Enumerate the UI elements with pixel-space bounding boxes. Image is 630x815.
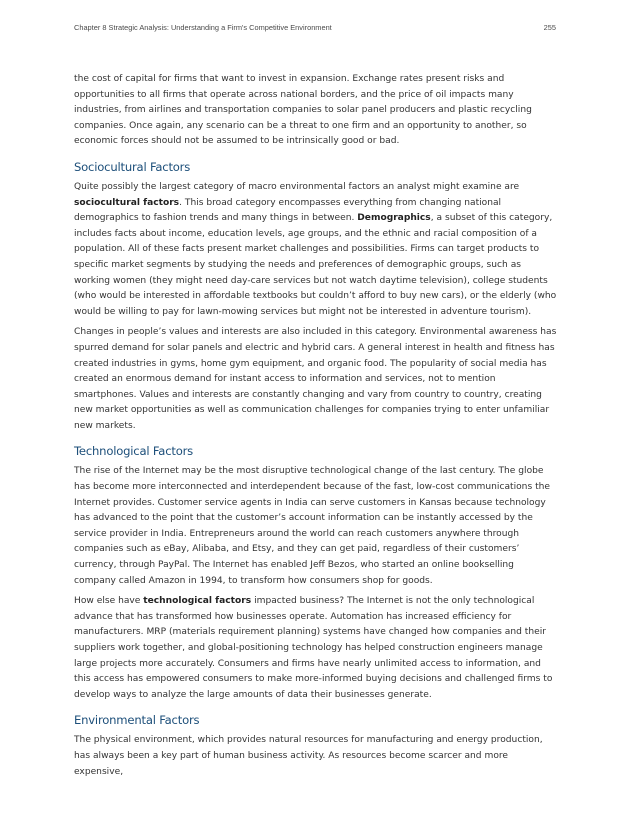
text-run: . This broad category encompasses everything from changing national demographics to fashion trends and many things in between. [74, 197, 502, 224]
running-header [74, 23, 556, 37]
text-run: How else have [74, 596, 144, 607]
key-term-technological-factors: technological factors [143, 596, 252, 607]
text-run: impacted business? The Internet is not the only technological advance that has transformed how businesses operate. Automation has increased efficiency for manufacturers. MRP (materials requirement planning) systems have changed how companies and their suppliers work together, and global-positioning technology has helped construction engineers manage large projects more accurately. Consumers and firms have nearly unlimited access to information, and this access has empowered consumers to make more-informed buying decisions and challenged firms to develop ways to analyze the large amounts of data their businesses generate. [74, 596, 553, 700]
technological-paragraph-2 [74, 594, 558, 703]
environmental-paragraph-1: The physical environment, which provides natural resources for manufacturing and energy production, has always been a key part of human business activity. As resources become scarcer and more expensive, [74, 735, 543, 777]
page-number: 255 [543, 23, 556, 32]
key-term-demographics: Demographics [357, 213, 431, 224]
sociocultural-heading: Sociocultural Factors [74, 159, 191, 174]
text-run: Quite possibly the largest category of macro environmental factors an analyst might examine are [74, 181, 520, 192]
sociocultural-paragraph-2: Changes in people’s values and interests are also included in this category. Environmental awareness has spurred demand for solar panels and electric and hybrid cars. A general interest in health and fitness has created industries in gyms, home gym equipment, and organic food. The popularity of social media has created an enormous demand for instant access to information and services, not to mention smartphones. Values and interests are constantly changing and vary from country to country, creating new market opportunities as well as communication challenges for companies trying to enter unfamiliar new markets. [74, 327, 557, 431]
page-body [74, 72, 558, 785]
sociocultural-paragraph-1 [74, 180, 558, 320]
key-term-sociocultural-factors: sociocultural factors [74, 197, 180, 208]
chapter-title: Chapter 8 Strategic Analysis: Understanding a Firm's Competitive Environment [74, 23, 332, 32]
technological-paragraph-1: The rise of the Internet may be the most disruptive technological change of the last century. The globe has become more interconnected and interdependent because of the fast, low-cost communications the Internet provides. Customer service agents in India can serve customers in Kansas because technology has advanced to the point that the customer’s account information can be instantly accessed by the service provider in India. Entrepreneurs around the world can reach customers anywhere through companies such as eBay, Alibaba, and Etsy, and they can get paid, regardless of their customers’ currency, through PayPal. The Internet has enabled Jeff Bezos, who started an online bookselling company called Amazon in 1994, to transform how consumers shop for goods. [74, 466, 550, 586]
technological-heading: Technological Factors [74, 444, 194, 459]
intro-paragraph: the cost of capital for firms that want to invest in expansion. Exchange rates present risks and opportunities to all firms that operate across national borders, and the price of oil impacts many industries, from airlines and transportation companies to solar panel producers and plastic recycling companies. Once again, any scenario can be a threat to one firm and an opportunity to another, so economic forces should not be assumed to be intrinsically good or bad. [74, 74, 532, 147]
text-run: , a subset of this category, includes facts about income, education levels, age groups, and the ethnic and racial composition of a population. All of these facts present market challenges and possibilities. Firms can target products to specific market segments by studying the needs and preferences of demographic groups, such as working women (they might need day-care services but not watch daytime television), college students (who would be interested in affordable textbooks but couldn’t afford to buy new cars), or the elderly (who would be willing to pay for lawn-mowing services but might not be interested in adventure tourism). [74, 213, 557, 317]
environmental-heading: Environmental Factors [74, 713, 200, 728]
